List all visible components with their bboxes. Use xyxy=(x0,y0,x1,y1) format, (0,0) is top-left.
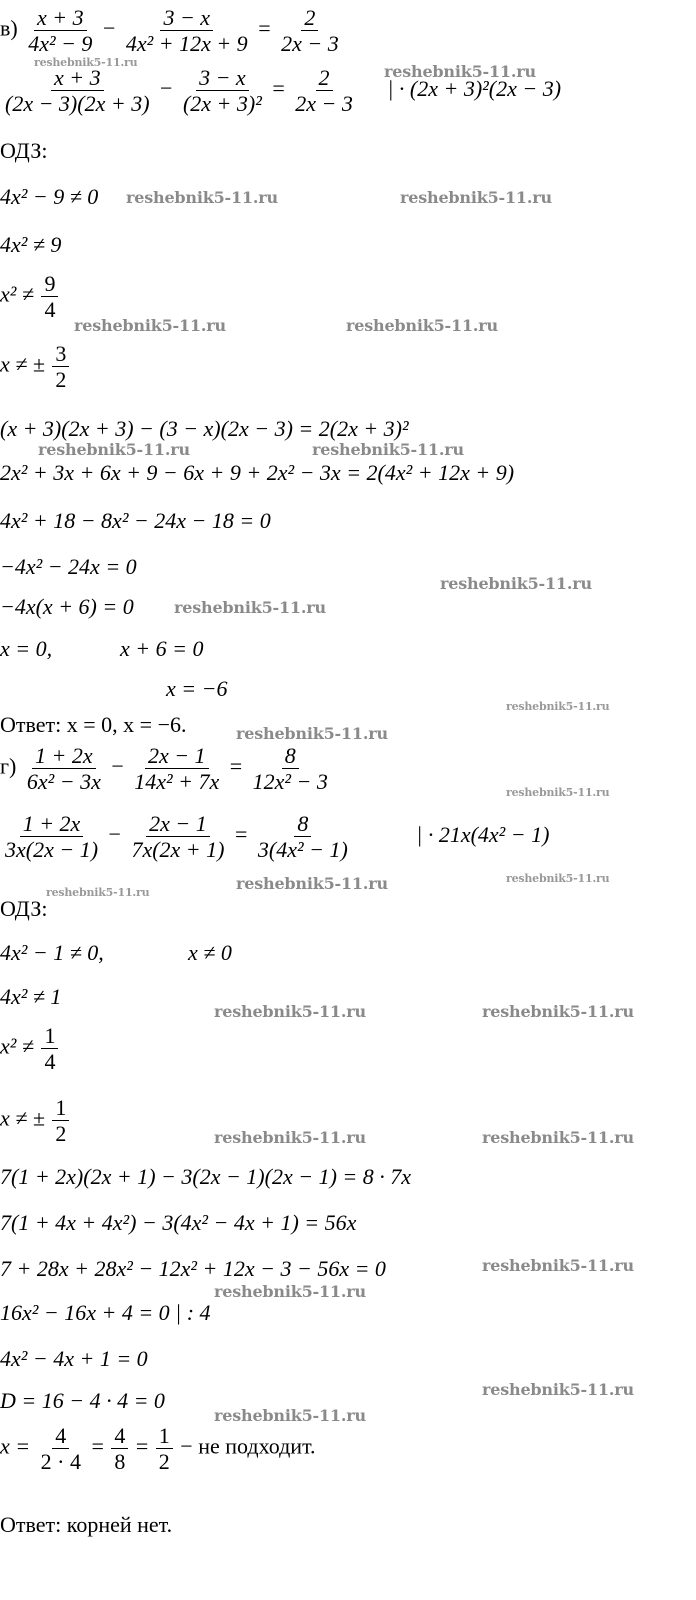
watermark: reshebnik5-11.ru xyxy=(38,440,190,459)
v-step: 4x² + 18 − 8x² − 24x − 18 = 0 xyxy=(0,508,271,533)
v-root-1: x = 0, xyxy=(0,636,53,661)
g-step: 7(1 + 4x + 4x²) − 3(4x² − 4x + 1) = 56x xyxy=(0,1210,357,1235)
v-odz-line: 4x² ≠ 9 xyxy=(0,232,62,257)
v-answer: Ответ: x = 0, x = −6. xyxy=(0,712,187,737)
v-odz-title: ОДЗ: xyxy=(0,138,48,163)
watermark: reshebnik5-11.ru xyxy=(506,700,610,713)
watermark: reshebnik5-11.ru xyxy=(482,1128,634,1147)
g-step: 4x² − 4x + 1 = 0 xyxy=(0,1346,148,1371)
watermark: reshebnik5-11.ru xyxy=(506,872,610,885)
g-odz-line: 4x² − 1 ≠ 0, xyxy=(0,940,104,965)
v-odz-line: 4x² − 9 ≠ 0 xyxy=(0,184,99,209)
g-odz-title: ОДЗ: xyxy=(0,896,48,921)
v-step: −4x² − 24x = 0 xyxy=(0,554,137,579)
g-equation-factored: $\frac{1 + 2x}{3x(2x - 1)}$ − $\frac{2x - 1}{7x(2x + 1)}$ = $\frac{8}{\text{3(4x² − 1)}}$ | · 21x(4x² − 1) xyxy=(5,811,550,863)
v-equation-original: в) $\frac{x + 3}{\text{4x² − 9}}$ − $\frac{3 - x}{\text{4x² + 12x + 9}}$ = $\frac{2}{2x - 3}$ xyxy=(0,6,344,55)
watermark: reshebnik5-11.ru xyxy=(506,786,610,799)
g-answer: Ответ: корней нет. xyxy=(0,1512,173,1537)
watermark: reshebnik5-11.ru xyxy=(214,1002,366,1021)
g-odz-line: 4x² ≠ 1 xyxy=(0,984,62,1009)
watermark: reshebnik5-11.ru xyxy=(482,1256,634,1275)
v-x-constraint: x ≠ ± $\frac{3}{2}$ xyxy=(0,342,71,391)
g-root: x = $\frac{4}{2 \cdot 4}$ = $\frac{4}{8}$ = $\frac{1}{2}$ − не подходит. xyxy=(0,1423,316,1475)
g-multiplier: | · 21x(4x² − 1) xyxy=(416,821,550,847)
v-multiplier: | · (2x + 3)²(2x − 3) xyxy=(387,75,562,101)
v-root-2-eq: x + 6 = 0 xyxy=(120,636,204,661)
g-odz-line: x ≠ 0 xyxy=(188,940,232,965)
watermark: reshebnik5-11.ru xyxy=(384,62,536,81)
g-x2-constraint: x² ≠ $\frac{1}{4}$ xyxy=(0,1024,60,1073)
watermark: reshebnik5-11.ru xyxy=(482,1002,634,1021)
g-label: г) xyxy=(0,753,17,779)
watermark: reshebnik5-11.ru xyxy=(46,886,150,899)
watermark: reshebnik5-11.ru xyxy=(400,188,552,207)
v-x2-constraint: x² ≠ $\frac{9}{4}$ xyxy=(0,272,60,321)
v-equation-factored: $\frac{x + 3}{(2x - 3)(2x + 3)}$ − $\frac{3 - x}{\text{(2x + 3)²}}$ = $\frac{2}{2x - 3}$ | · (2x + 3)²(2x − 3) xyxy=(5,65,562,117)
watermark: reshebnik5-11.ru xyxy=(312,440,464,459)
v-label: в) xyxy=(0,15,18,41)
g-x-constraint: x ≠ ± $\frac{1}{2}$ xyxy=(0,1096,71,1145)
watermark: reshebnik5-11.ru xyxy=(214,1128,366,1147)
g-step: 16x² − 16x + 4 = 0 | : 4 xyxy=(0,1300,211,1325)
g-step: 7(1 + 2x)(2x + 1) − 3(2x − 1)(2x − 1) = 8 · 7x xyxy=(0,1164,412,1189)
watermark: reshebnik5-11.ru xyxy=(236,724,388,743)
v-root-2: x = −6 xyxy=(166,676,228,701)
v-step: 2x² + 3x + 6x + 9 − 6x + 9 + 2x² − 3x = 2(4x² + 12x + 9) xyxy=(0,460,515,485)
watermark: reshebnik5-11.ru xyxy=(482,1380,634,1399)
watermark: reshebnik5-11.ru xyxy=(126,188,278,207)
g-equation-original: г) $\frac{1 + 2x}{\text{6x² − 3x}}$ − $\frac{2x - 1}{\text{14x² + 7x}}$ = $\frac{8}{\text{12x² − 3}}$ xyxy=(0,743,328,795)
watermark: reshebnik5-11.ru xyxy=(236,874,388,893)
watermark: reshebnik5-11.ru xyxy=(174,598,326,617)
watermark: reshebnik5-11.ru xyxy=(214,1282,366,1301)
g-step: 7 + 28x + 28x² − 12x² + 12x − 3 − 56x = 0 xyxy=(0,1256,386,1281)
v-step: −4x(x + 6) = 0 xyxy=(0,594,134,619)
v-step: (x + 3)(2x + 3) − (3 − x)(2x − 3) = 2(2x + 3)² xyxy=(0,416,409,441)
watermark: reshebnik5-11.ru xyxy=(346,316,498,335)
g-step: D = 16 − 4 · 4 = 0 xyxy=(0,1388,165,1413)
v-fraction-1: $\frac{x + 3}{\text{4x² − 9}}$ xyxy=(28,5,93,57)
watermark: reshebnik5-11.ru xyxy=(74,316,226,335)
watermark: reshebnik5-11.ru xyxy=(440,574,592,593)
v-fraction-2: $\frac{3 - x}{\text{4x² + 12x + 9}}$ xyxy=(125,5,248,57)
watermark: reshebnik5-11.ru xyxy=(34,56,138,69)
v-fraction-3: $\frac{2}{2x - 3}$ xyxy=(281,5,339,57)
watermark: reshebnik5-11.ru xyxy=(214,1406,366,1425)
